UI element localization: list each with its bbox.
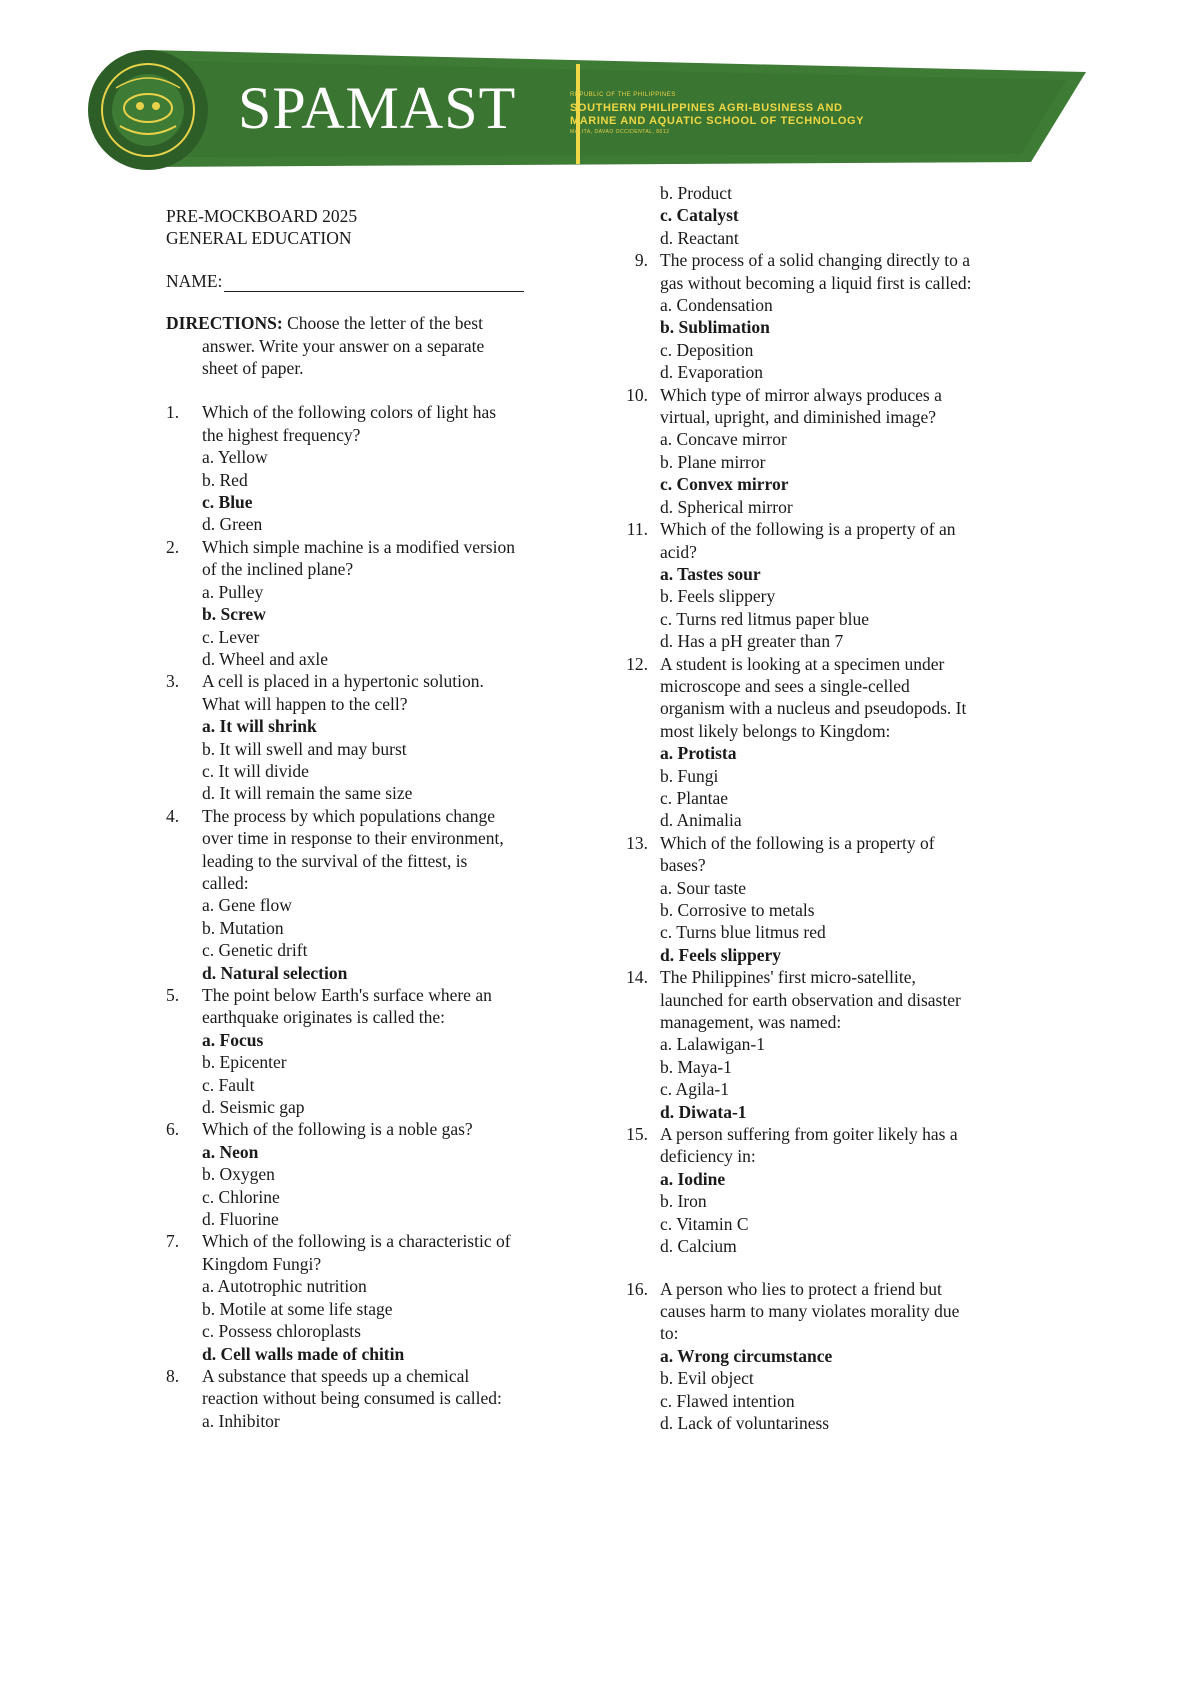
answer-option: a. Sour taste [660,877,747,898]
answer-option: a. Yellow [202,447,268,468]
question-text: leading to the survival of the fittest, is [202,850,468,871]
answer-option: c. It will divide [202,760,309,781]
question-item [634,249,1090,383]
question-text: acid? [660,541,697,562]
answer-option: b. It will swell and may burst [202,738,407,759]
directions-text-3: sheet of paper. [202,358,304,379]
answer-option: a. Pulley [202,581,264,602]
question-text: Kingdom Fungi? [202,1253,322,1274]
question-number: 8. [166,1365,180,1386]
question-text: Which of the following is a property of [660,832,935,853]
answer-option: a. Inhibitor [202,1410,280,1431]
answer-option: c. Plantae [660,787,729,808]
question-item [626,653,1090,832]
answer-option-correct: a. Tastes sour [660,563,761,584]
answer-option: d. Lack of voluntariness [660,1412,830,1433]
question-number: 10. [626,384,648,405]
answer-option-correct: c. Catalyst [660,205,739,226]
question-number: 11. [626,519,648,540]
answer-option-correct: a. Protista [660,743,737,764]
question-item [166,984,586,1118]
answer-option: d. Has a pH greater than 7 [660,631,844,652]
directions-text-1: Choose the letter of the best [287,313,483,334]
answer-option: d. It will remain the same size [202,783,413,804]
directions [166,312,586,379]
answer-option: b. Corrosive to metals [660,900,815,920]
question-list-left [166,401,586,1432]
school-name-line-2: MARINE AND AQUATIC SCHOOL OF TECHNOLOGY [570,115,865,127]
question-number: 15. [626,1124,648,1145]
question-text: The Philippines' first micro-satellite, [660,967,916,988]
question-text: A person suffering from goiter likely has a [660,1124,958,1145]
answer-option: b. Evil object [660,1368,754,1389]
answer-option: c. Flawed intention [660,1390,795,1411]
answer-option: d. Spherical mirror [660,496,793,517]
answer-option: c. Genetic drift [202,940,308,961]
answer-option-correct: b. Sublimation [660,317,770,338]
school-seal-logo [86,48,211,173]
question-text: most likely belongs to Kingdom: [660,720,891,741]
question-text: deficiency in: [660,1146,756,1167]
question-item [626,518,1090,652]
question-number: 7. [166,1231,180,1252]
question-text: Which of the following is a characteristic of [202,1231,511,1252]
answer-option: d. Fluorine [202,1209,279,1230]
answer-option: d. Calcium [660,1236,737,1257]
directions-text-2: answer. Write your answer on a separate [202,335,485,356]
question-text: Which of the following is a noble gas? [202,1119,473,1140]
answer-option: a. Condensation [660,295,773,316]
name-field[interactable] [224,273,524,292]
answer-option: c. Agila-1 [660,1079,730,1100]
answer-option: b. Feels slippery [660,586,776,607]
question-number: 4. [166,805,180,826]
question-item [626,384,1090,518]
answer-option: b. Mutation [202,917,284,938]
question-number: 14. [626,967,648,988]
directions-label: DIRECTIONS: [166,313,283,334]
answer-option-correct: a. Wrong circumstance [660,1345,833,1366]
question-text: gas without becoming a liquid first is called: [660,272,972,293]
question-text: A student is looking at a specimen under [660,653,945,674]
answer-option: b. Product [660,183,732,203]
question-text: The point below Earth's surface where an [202,985,492,1005]
question-text: the highest frequency? [202,424,361,445]
school-address: MALITA, DAVAO OCCIDENTAL, 8012 [570,129,670,135]
answer-option: b. Motile at some life stage [202,1298,393,1319]
question-item [626,1123,1090,1257]
answer-option: d. Evaporation [660,362,764,383]
question-text: microscope and sees a single-celled [660,675,910,696]
question-item [660,182,1090,249]
answer-option-correct: c. Blue [202,492,253,513]
question-text: What will happen to the cell? [202,693,408,714]
question-text: organism with a nucleus and pseudopods. It [660,698,967,719]
answer-option: c. Fault [202,1074,255,1095]
question-text: of the inclined plane? [202,559,354,580]
question-item [166,401,586,535]
question-text: earthquake originates is called the: [202,1007,445,1028]
question-item [166,536,586,670]
answer-option-correct: a. It will shrink [202,716,317,737]
answer-option-correct: b. Screw [202,604,266,625]
answer-option: c. Possess chloroplasts [202,1321,361,1342]
question-item [166,670,586,804]
answer-option-correct: d. Natural selection [202,962,348,983]
question-number: 3. [166,671,180,692]
answer-option: a. Concave mirror [660,429,787,450]
question-item [166,805,586,984]
answer-option: b. Oxygen [202,1164,275,1185]
answer-option-correct: d. Diwata-1 [660,1101,747,1122]
answer-option: b. Iron [660,1191,707,1212]
exam-title: PRE-MOCKBOARD 2025 [166,206,358,226]
answer-option: d. Wheel and axle [202,648,329,669]
republic-line: REPUBLIC OF THE PHILIPPINES [570,92,676,98]
answer-option: b. Epicenter [202,1052,287,1073]
answer-option: c. Vitamin C [660,1213,749,1234]
brand-title: SPAMAST [238,75,517,141]
school-name-line-1: SOUTHERN PHILIPPINES AGRI-BUSINESS AND [570,102,843,114]
name-row [166,270,586,292]
question-number: 9. [634,250,648,271]
question-text: Which of the following is a property of an [660,519,956,540]
exam-subject: GENERAL EDUCATION [166,228,352,249]
answer-option: d. Seismic gap [202,1097,305,1118]
answer-option: c. Turns red litmus paper blue [660,608,870,629]
question-text: bases? [660,855,706,876]
question-text: reaction without being consumed is called: [202,1388,502,1409]
question-text: Which of the following colors of light has [202,402,497,423]
answer-option: c. Lever [202,626,260,647]
question-text: Which simple machine is a modified version [202,536,515,557]
question-text: A cell is placed in a hypertonic solution. [202,671,484,692]
answer-option: d. Reactant [660,227,739,248]
question-list-right [626,182,1090,1434]
answer-option: c. Deposition [660,339,754,360]
answer-option: d. Animalia [660,810,742,831]
question-text: launched for earth observation and disaster [660,989,961,1010]
answer-option-correct: c. Convex mirror [660,474,789,495]
answer-option: b. Maya-1 [660,1056,732,1077]
answer-option-correct: a. Focus [202,1029,264,1050]
right-column [626,182,1090,1434]
question-text: A person who lies to protect a friend but [660,1278,942,1299]
name-label: NAME: [166,270,223,291]
question-item [166,1230,586,1364]
answer-option: c. Chlorine [202,1186,280,1207]
question-text: causes harm to many violates morality due [660,1300,960,1321]
question-number: 13. [626,832,648,853]
question-text: over time in response to their environment, [202,828,504,849]
answer-option: a. Lalawigan-1 [660,1034,765,1055]
answer-option: b. Fungi [660,765,719,786]
question-item [626,1278,1090,1435]
question-item [166,1365,586,1432]
question-text: virtual, upright, and diminished image? [660,407,937,428]
question-text: called: [202,872,249,893]
answer-option-correct: a. Iodine [660,1168,726,1189]
question-item [626,832,1090,966]
answer-option: d. Green [202,514,263,535]
question-number: 5. [166,985,180,1005]
question-text: Which type of mirror always produces a [660,384,942,405]
answer-option: b. Red [202,469,248,490]
question-text: The process by which populations change [202,805,496,826]
answer-option-correct: a. Neon [202,1141,259,1162]
question-number: 6. [166,1119,180,1140]
question-number: 16. [626,1278,648,1299]
answer-option-correct: d. Cell walls made of chitin [202,1343,405,1364]
answer-option: a. Autotrophic nutrition [202,1276,367,1297]
answer-option: b. Plane mirror [660,451,766,472]
question-number: 1. [166,402,180,423]
question-text: to: [660,1323,679,1344]
question-text: A substance that speeds up a chemical [202,1365,470,1386]
question-item [626,966,1090,1123]
question-number: 2. [166,536,180,557]
question-number: 12. [626,653,648,674]
question-text: The process of a solid changing directly to a [660,250,971,271]
question-item [166,1118,586,1230]
answer-option: a. Gene flow [202,895,292,916]
answer-option-correct: d. Feels slippery [660,944,782,965]
question-text: management, was named: [660,1012,842,1033]
answer-option: c. Turns blue litmus red [660,922,826,943]
left-column [166,205,586,1432]
